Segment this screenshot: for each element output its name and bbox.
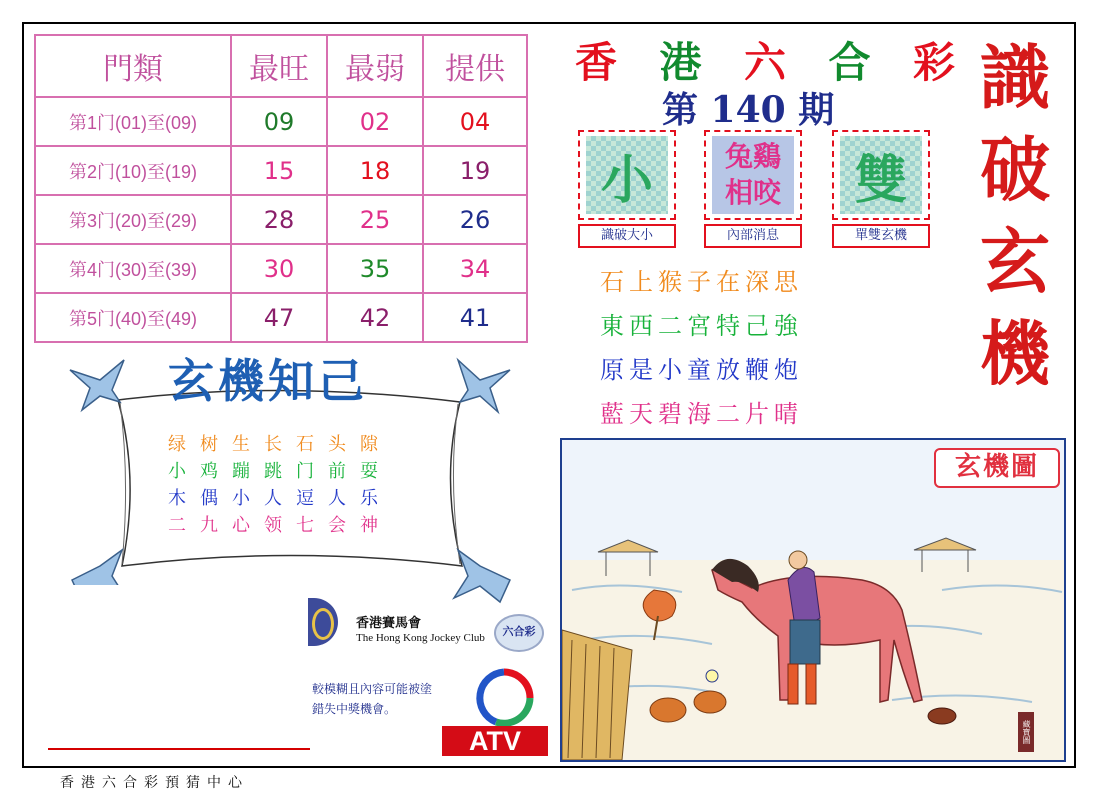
offer-number: 26: [423, 195, 527, 244]
hint-box-odd-even: [832, 130, 930, 220]
bird-icon: [458, 360, 510, 412]
poem-line: 石上猴子在深思: [600, 268, 803, 296]
hot-number: 09: [231, 97, 327, 146]
door-range: 第3门(20)至(29): [35, 195, 231, 244]
bird-icon: [454, 550, 510, 602]
hint-char: 小: [600, 151, 653, 211]
atv-logo: ATV: [442, 726, 548, 756]
weak-number: 42: [327, 293, 423, 342]
door-range: 第5门(40)至(49): [35, 293, 231, 342]
hint-line: 兔鷄: [724, 140, 781, 173]
offer-number: 19: [423, 146, 527, 195]
weak-number: 18: [327, 146, 423, 195]
hot-number: 47: [231, 293, 327, 342]
lottery-title: [575, 30, 955, 87]
weak-number: 35: [327, 244, 423, 293]
title-char: 香: [575, 38, 618, 87]
door-range: 第4门(30)至(39): [35, 244, 231, 293]
poem-line: 東西二宮特己強: [600, 312, 803, 340]
offer-number: 04: [423, 97, 527, 146]
vertical-title-char: 玄: [980, 220, 1050, 303]
seal-stamp: 藏寶圖: [1018, 712, 1034, 752]
door-range: 第1门(01)至(09): [35, 97, 231, 146]
hint-label-odd-even: 單雙玄機: [832, 224, 930, 248]
weak-number: 02: [327, 97, 423, 146]
hint-box-size: [578, 130, 676, 220]
vertical-title-char: 識: [980, 36, 1050, 119]
jockey-club-name-en: The Hong Kong Jockey Club: [356, 632, 485, 644]
hot-number: 15: [231, 146, 327, 195]
hint-label-size: 識破大小: [578, 224, 676, 248]
footer-caption: 香港六合彩預猜中心: [60, 775, 249, 791]
xuanji-line: 二九心领七会神: [168, 515, 392, 536]
xuanji-line: 木偶小人逗人乐: [168, 488, 392, 509]
riddle-picture-badge: 玄機圖: [934, 448, 1060, 488]
horse-scene-illustration: [562, 440, 1066, 762]
mark-six-logo: 六合彩: [494, 614, 544, 652]
table-row: [35, 293, 527, 342]
blank-panel: [42, 585, 310, 755]
table-row: [35, 146, 527, 195]
red-underline: [48, 748, 310, 750]
table-row: [35, 195, 527, 244]
poem-line: 原是小童放鞭炮: [600, 356, 803, 384]
atv-ring-icon: [474, 668, 534, 726]
door-table: [34, 34, 528, 343]
xuanji-title: 玄機知己: [168, 354, 368, 408]
jockey-club-name-zh: 香港賽馬會: [356, 616, 422, 631]
hint-line: 相咬: [724, 176, 781, 209]
poem-line: 藍天碧海二片晴: [600, 400, 803, 428]
header-weak: 最弱: [327, 35, 423, 97]
notice-line: 較模糊且內容可能被塗: [312, 682, 433, 696]
notice-line: 錯失中獎機會。: [312, 702, 397, 716]
table-header-row: [35, 35, 527, 97]
offer-number: 34: [423, 244, 527, 293]
vertical-title-char: 破: [980, 128, 1050, 211]
title-char: 六: [743, 38, 786, 87]
header-door: 門類: [35, 35, 231, 97]
hint-label-inside-info: 內部消息: [704, 224, 802, 248]
table-row: [35, 97, 527, 146]
title-char: 彩: [912, 38, 955, 87]
xuanji-line: 小鸡蹦跳门前耍: [168, 461, 392, 482]
hint-text-block: [712, 136, 794, 214]
title-char: 港: [659, 38, 702, 87]
bird-icon: [70, 360, 124, 410]
hot-number: 28: [231, 195, 327, 244]
header-hot: 最旺: [231, 35, 327, 97]
vertical-title: [970, 32, 1060, 400]
offer-number: 41: [423, 293, 527, 342]
weak-number: 25: [327, 195, 423, 244]
vertical-title-char: 機: [980, 312, 1050, 395]
xuanji-line: 绿树生长石头隙: [168, 434, 392, 455]
header-offer: 提供: [423, 35, 527, 97]
hint-box-inside-info: [704, 130, 802, 220]
hint-char: 雙: [854, 151, 907, 211]
door-range: 第2门(10)至(19): [35, 146, 231, 195]
hot-number: 30: [231, 244, 327, 293]
table-row: [35, 244, 527, 293]
issue-number: 第 140 期: [662, 89, 835, 131]
title-char: 合: [828, 38, 871, 87]
